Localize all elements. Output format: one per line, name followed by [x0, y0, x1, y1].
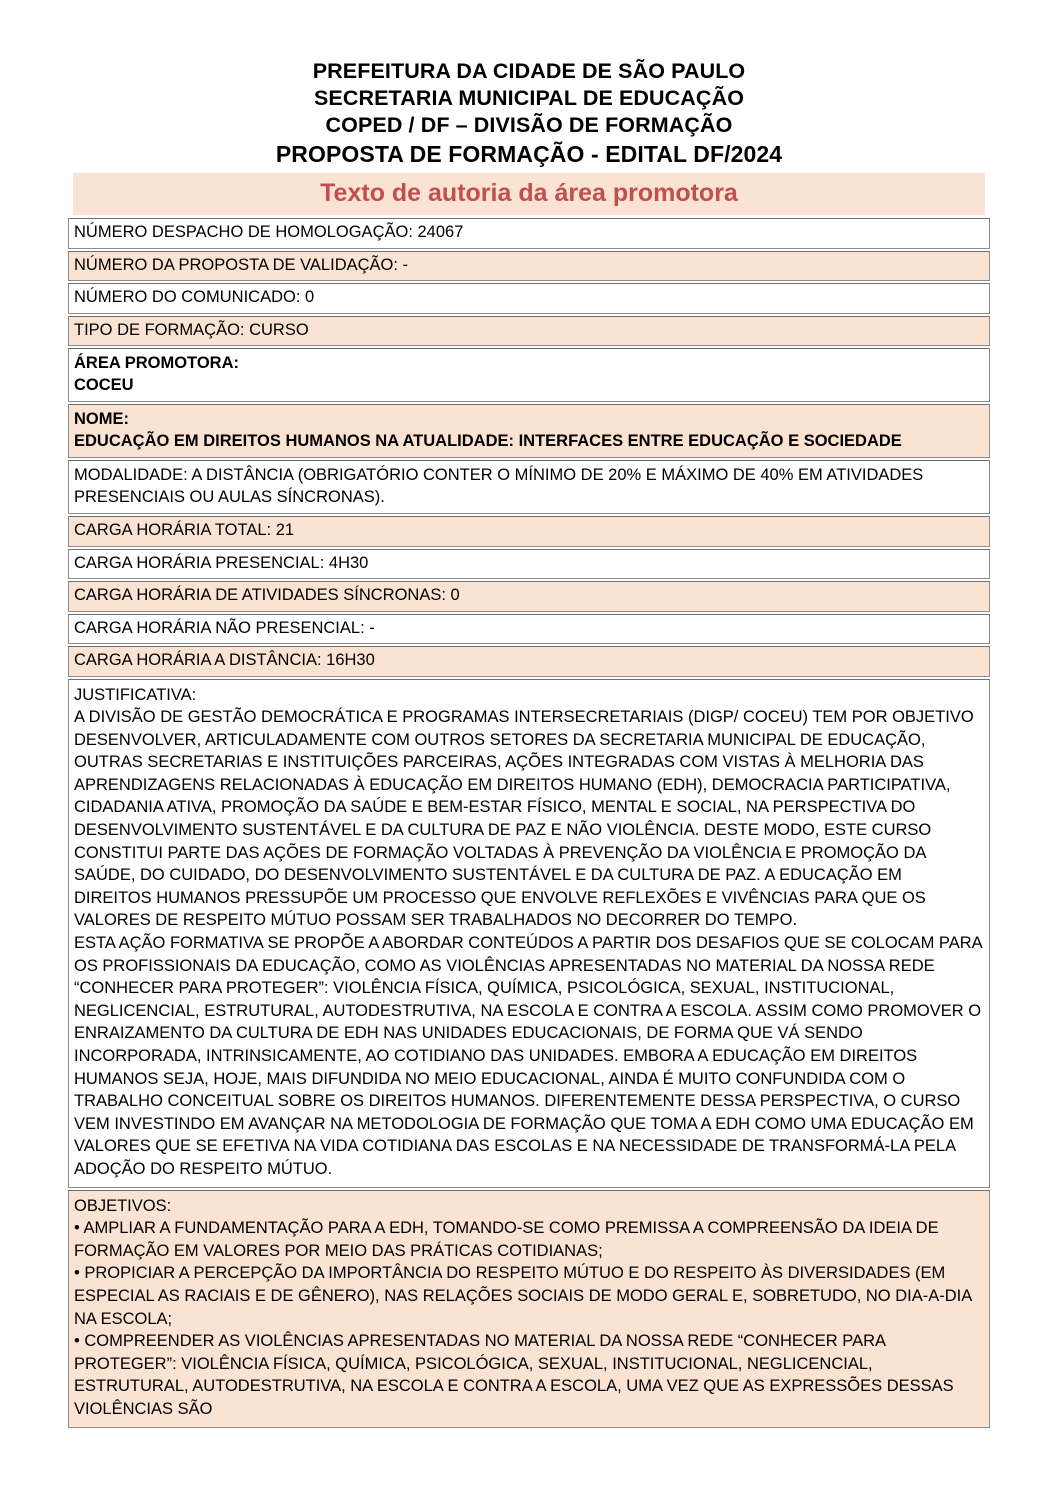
field-carga-nao-presencial: CARGA HORÁRIA NÃO PRESENCIAL: - — [74, 618, 375, 637]
field-area-promotora-label: ÁREA PROMOTORA: — [74, 354, 239, 372]
field-proposta-validacao: NÚMERO DA PROPOSTA DE VALIDAÇÃO: - — [74, 255, 409, 274]
field-nome-value: EDUCAÇÃO EM DIREITOS HUMANOS NA ATUALIDADE: INTERFACES ENTRE EDUCAÇÃO E SOCIEDADE — [74, 431, 902, 450]
field-area-promotora-value: COCEU — [74, 375, 134, 394]
row-carga-distancia — [68, 646, 990, 677]
row-nome — [68, 404, 990, 458]
row-modalidade — [68, 460, 990, 514]
row-tipo-formacao — [68, 316, 990, 347]
field-carga-total: CARGA HORÁRIA TOTAL: 21 — [74, 521, 295, 539]
justificativa-paragraph-1: A DIVISÃO DE GESTÃO DEMOCRÁTICA E PROGRAMAS INTERSECRETARIAIS (DIGP/ COCEU) TEM POR OBJETIVO DESENVOLVER, ARTICULADAMENTE COM OUTROS SETORES DA SECRETARIA MUNICIPAL DE EDUCAÇÃO, OUTRAS SECRETARIAS E INSTITUIÇÕES PARCEIRAS, AÇÕES INTEGRADAS COM VISTAS À MELHORIA DAS APRENDIZAGENS RELACIONADAS À EDUCAÇÃO EM DIREITOS HUMANO (EDH), DEMOCRACIA PARTICIPATIVA, CIDADANIA ATIVA, PROMOÇÃO DA SAÚDE E BEM-ESTAR FÍSICO, MENTAL E SOCIAL, NA PERSPECTIVA DO DESENVOLVIMENTO SUSTENTÁVEL E DA CULTURA DE PAZ E NÃO VIOLÊNCIA. DESTE MODO, ESTE CURSO CONSTITUI PARTE DAS AÇÕES DE FORMAÇÃO VOLTADAS À PREVENÇÃO DA VIOLÊNCIA E PROMOÇÃO DA SAÚDE, DO CUIDADO, DO DESENVOLVIMENTO SUSTENTÁVEL E DA CULTURA DE PAZ. A EDUCAÇÃO EM DIREITOS HUMANOS PRESSUPÕE UM PROCESSO QUE ENVOLVE REFLEXÕES E VIVÊNCIAS PARA QUE OS VALORES DE RESPEITO MÚTUO POSSAM SER TRABALHADOS NO DECORRER DO TEMPO. — [74, 708, 974, 930]
row-carga-total — [68, 516, 990, 547]
row-carga-nao-presencial — [68, 614, 990, 645]
field-despacho-homologacao: NÚMERO DESPACHO DE HOMOLOGAÇÃO: 24067 — [74, 223, 464, 241]
header-line-coped: COPED / DF – DIVISÃO DE FORMAÇÃO — [325, 113, 733, 137]
document-header — [0, 0, 1058, 169]
objetivos-label: OBJETIVOS: — [74, 1196, 172, 1215]
row-area-promotora — [68, 348, 990, 402]
row-objetivos — [68, 1190, 990, 1428]
justificativa-paragraph-2: ESTA AÇÃO FORMATIVA SE PROPÕE A ABORDAR CONTEÚDOS A PARTIR DOS DESAFIOS QUE SE COLOCAM PARA OS PROFISSIONAIS DA EDUCAÇÃO, COMO AS VIOLÊNCIAS APRESENTADAS NO MATERIAL DA NOSSA REDE “CONHECER PARA PROTEGER”: VIOLÊNCIA FÍSICA, QUÍMICA, PSICOLÓGICA, SEXUAL, INSTITUCIONAL, NEGLICENCIAL, ESTRUTURAL, AUTODESTRUTIVA, NA ESCOLA E CONTRA A ESCOLA. ASSIM COMO PROMOVER O ENRAIZAMENTO DA CULTURA DE EDH NAS UNIDADES EDUCACIONAIS, DE FORMA QUE VÁ SENDO INCORPORADA, INTRINSICAMENTE, AO COTIDIANO DAS UNIDADES. EMBORA A EDUCAÇÃO EM DIREITOS HUMANOS SEJA, HOJE, MAIS DIFUNDIDA NO MEIO EDUCACIONAL, AINDA É MUITO CONFUNDIDA COM O TRABALHO CONCEITUAL SOBRE OS DIREITOS HUMANOS. DIFERENTEMENTE DESSA PERSPECTIVA, O CURSO VEM INVESTINDO EM AVANÇAR NA METODOLOGIA DE FORMAÇÃO QUE TOMA A EDH COMO UMA EDUCAÇÃO EM VALORES QUE SE EFETIVA NA VIDA COTIDIANA DAS ESCOLAS E NA NECESSIDADE DE TRANSFORMÁ-LA PELA ADOÇÃO DO RESPEITO MÚTUO. — [74, 934, 982, 1178]
objetivos-item-1: • AMPLIAR A FUNDAMENTAÇÃO PARA A EDH, TOMANDO-SE COMO PREMISSA A COMPREENSÃO DA IDEIA DE FORMAÇÃO EM VALORES POR MEIO DAS PRÁTICAS COTIDIANAS; — [74, 1219, 939, 1260]
row-despacho-homologacao — [68, 218, 990, 249]
proposal-table — [68, 218, 990, 1428]
field-carga-distancia: CARGA HORÁRIA A DISTÂNCIA: 16H30 — [74, 651, 375, 669]
header-line-prefeitura: PREFEITURA DA CIDADE DE SÃO PAULO — [312, 59, 746, 83]
field-carga-presencial: CARGA HORÁRIA PRESENCIAL: 4H30 — [74, 553, 369, 572]
row-proposta-validacao — [68, 251, 990, 282]
field-comunicado: NÚMERO DO COMUNICADO: 0 — [74, 288, 315, 306]
objetivos-item-2: • PROPICIAR A PERCEPÇÃO DA IMPORTÂNCIA DO RESPEITO MÚTUO E DO RESPEITO ÀS DIVERSIDADES (EM ESPECIAL AS RACIAIS E DE GÊNERO), NAS RELAÇÕES SOCIAIS DE MODO GERAL E, SOBRETUDO, NO DIA-A-DIA NA ESCOLA; — [74, 1264, 972, 1328]
author-banner-text: Texto de autoria da área promotora — [320, 179, 738, 207]
field-nome-label: NOME: — [74, 410, 129, 428]
field-carga-sincronas: CARGA HORÁRIA DE ATIVIDADES SÍNCRONAS: 0 — [74, 586, 460, 604]
author-banner — [73, 173, 985, 215]
header-line-secretaria: SECRETARIA MUNICIPAL DE EDUCAÇÃO — [313, 86, 745, 110]
objetivos-item-3: • COMPREENDER AS VIOLÊNCIAS APRESENTADAS NO MATERIAL DA NOSSA REDE “CONHECER PARA PROTEGER”: VIOLÊNCIA FÍSICA, QUÍMICA, PSICOLÓGICA, SEXUAL, INSTITUCIONAL, NEGLICENCIAL, ESTRUTURAL, AUTODESTRUTIVA, NA ESCOLA E CONTRA A ESCOLA, UMA VEZ QUE AS EXPRESSÕES DESSAS VIOLÊNCIAS SÃO — [74, 1332, 954, 1418]
row-carga-sincronas — [68, 581, 990, 612]
row-carga-presencial — [68, 549, 990, 580]
field-tipo-formacao: TIPO DE FORMAÇÃO: CURSO — [74, 320, 309, 339]
field-modalidade: MODALIDADE: A DISTÂNCIA (OBRIGATÓRIO CONTER O MÍNIMO DE 20% E MÁXIMO DE 40% EM ATIVIDADES PRESENCIAIS OU AULAS SÍNCRONAS). — [74, 466, 924, 506]
row-justificativa — [68, 679, 990, 1188]
justificativa-label: JUSTIFICATIVA: — [74, 685, 197, 704]
header-line-proposta: PROPOSTA DE FORMAÇÃO - EDITAL DF/2024 — [275, 141, 783, 167]
row-comunicado — [68, 283, 990, 314]
